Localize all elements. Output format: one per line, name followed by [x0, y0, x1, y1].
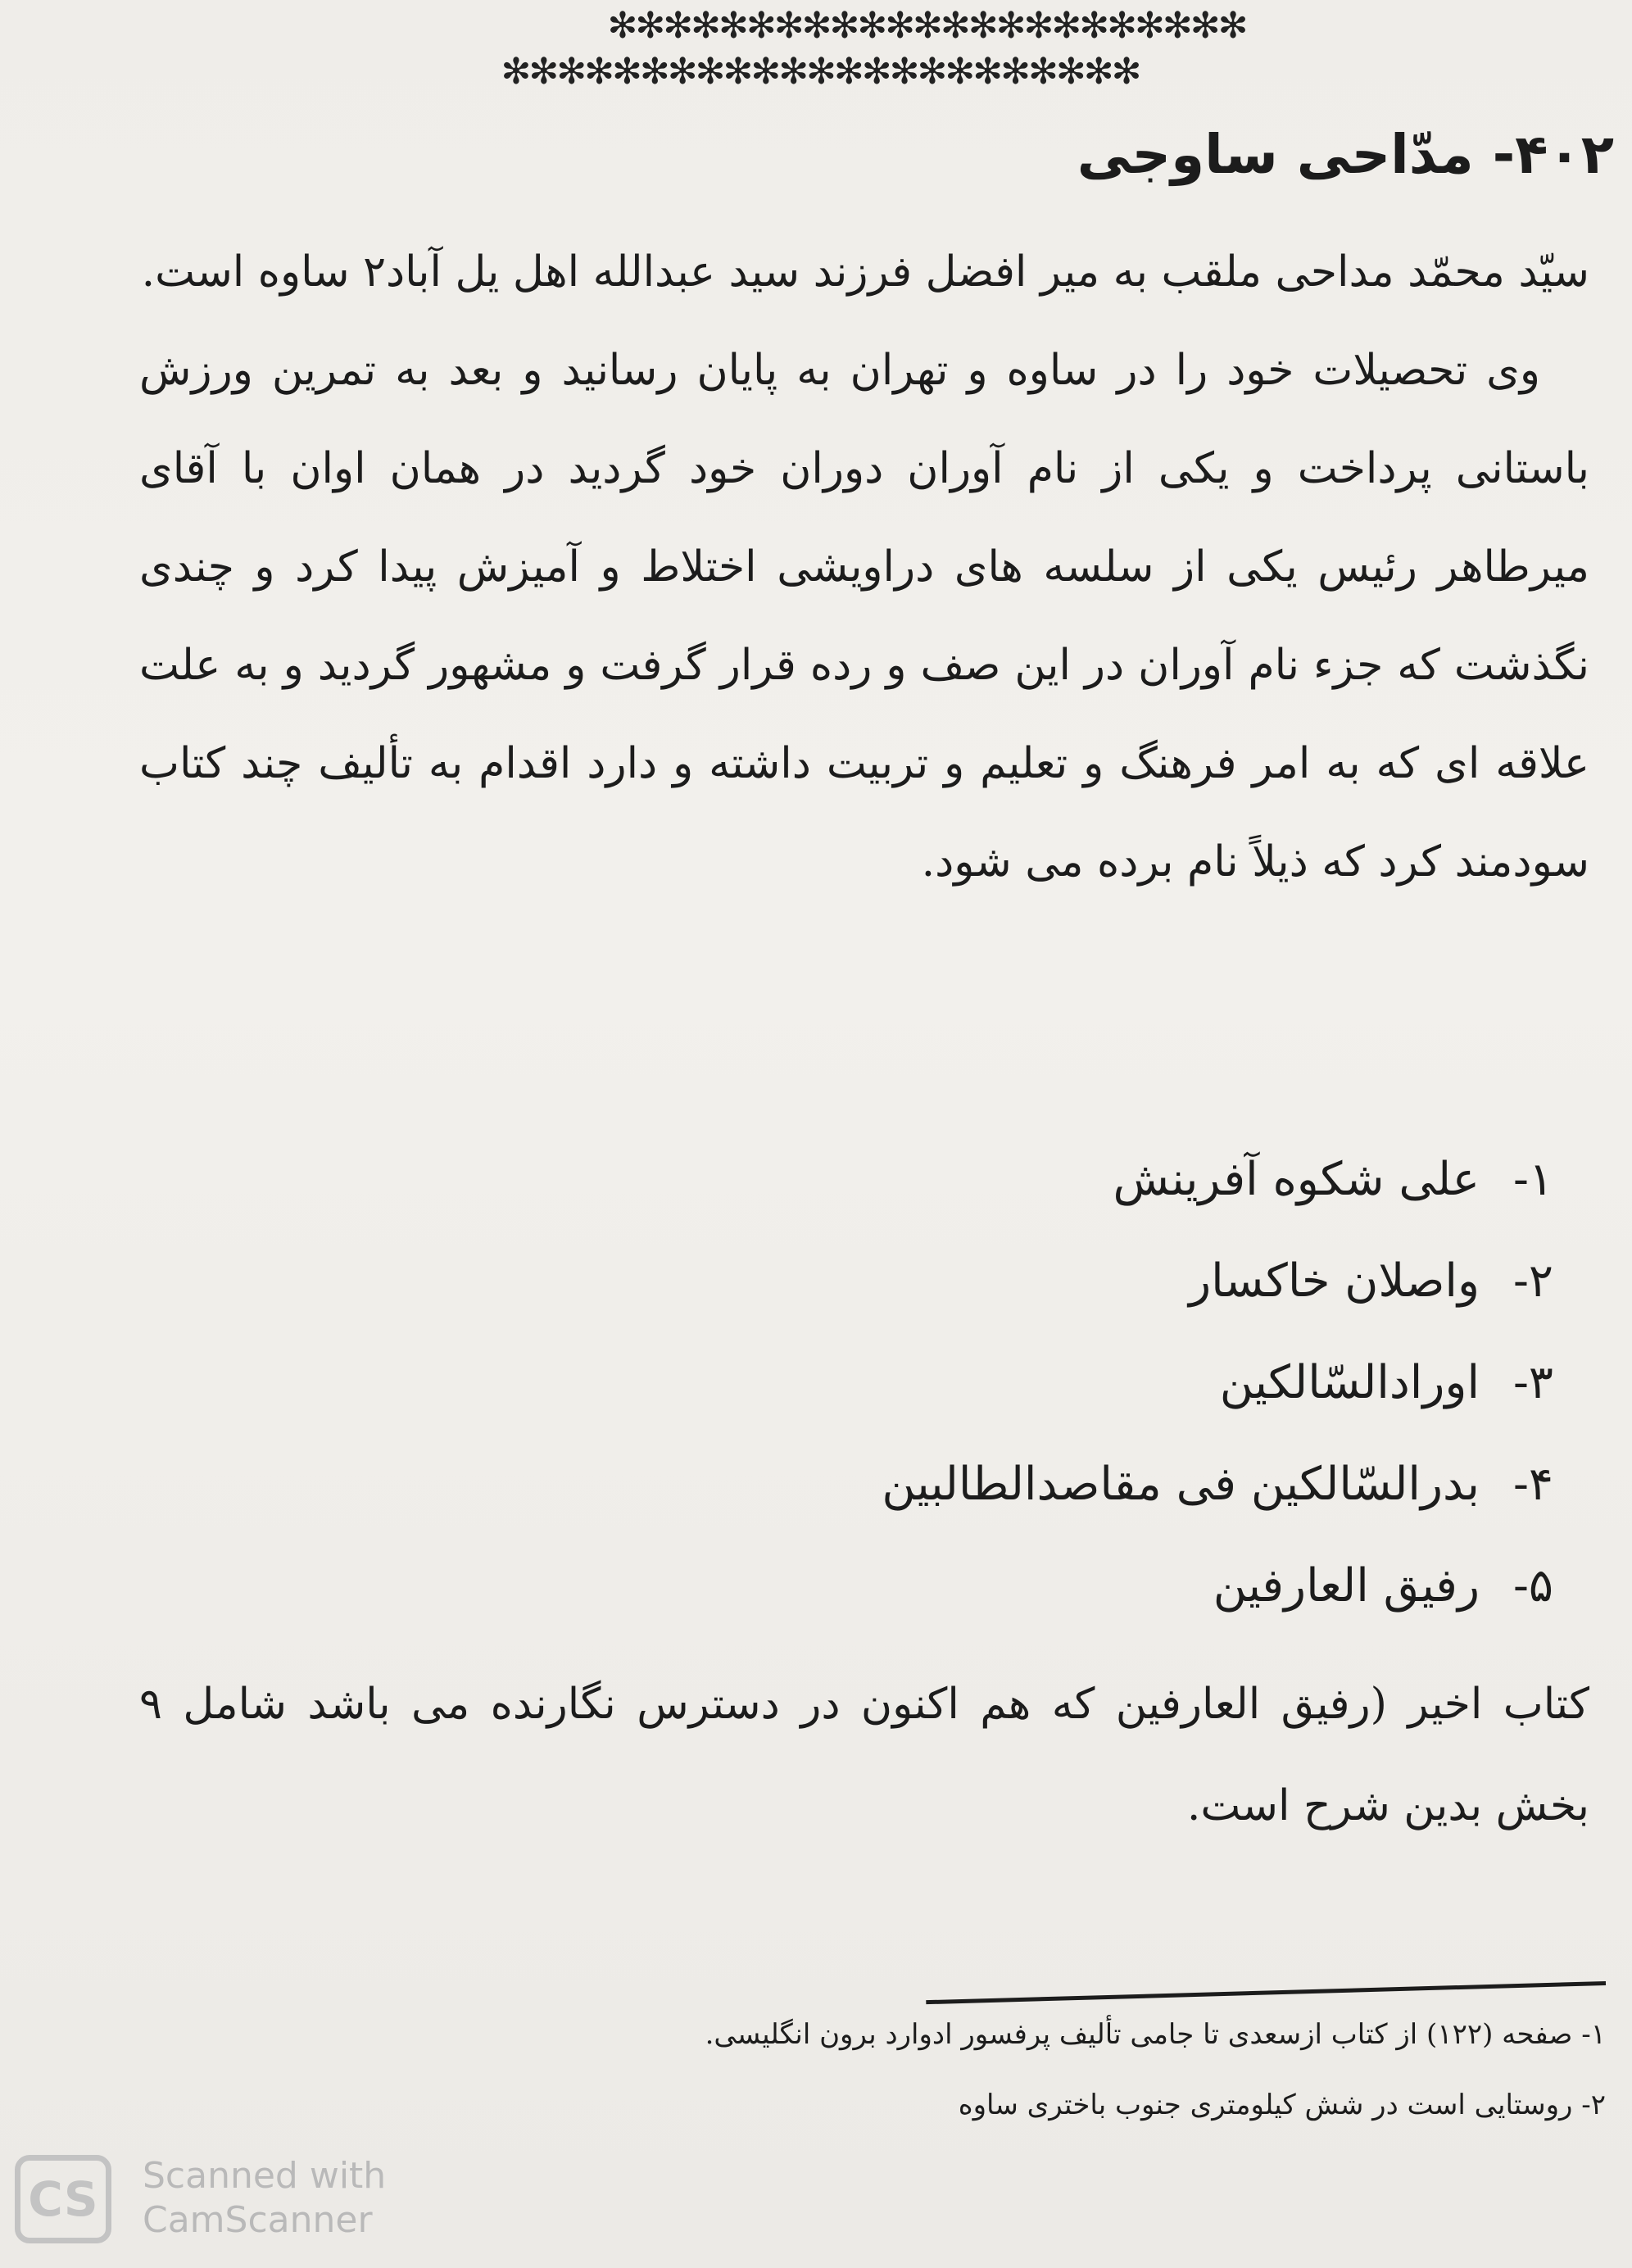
watermark-line-1: Scanned with	[143, 2155, 387, 2197]
list-item-number: ۱-	[1513, 1153, 1553, 1206]
footnote-1: ۱- صفحه (۱۲۲) از کتاب ازسعدی تا جامی تألیف پرفسور ادوارد برون انگلیسی.	[705, 2018, 1606, 2051]
list-item-title: واصلان خاکسار	[1189, 1254, 1480, 1308]
books-list	[0, 1129, 1632, 1637]
entry-heading: ۴۰۲- مدّاحی ساوجی	[1077, 123, 1614, 186]
closing-text: کتاب اخیر (رفیق العارفین که هم اکنون در دسترس نگارنده می باشد شامل ۹ بخش بدین شرح است.	[139, 1680, 1589, 1830]
list-item	[0, 1535, 1553, 1637]
paragraph-intro: سیّد محمّد مداحی ملقب به میر افضل فرزند سید عبدالله اهل یل آباد۲ ساوه است.	[141, 247, 1589, 297]
list-item-number: ۵-	[1513, 1559, 1553, 1613]
list-item	[0, 1434, 1553, 1535]
list-item	[0, 1332, 1553, 1434]
list-item-title: علی شکوه آفرینش	[1113, 1153, 1480, 1206]
watermark-line-2: CamScanner	[143, 2199, 373, 2241]
list-item	[0, 1231, 1553, 1332]
closing-paragraph	[139, 1653, 1589, 1857]
paragraph-biography: وی تحصیلات خود را در ساوه و تهران به پایان رسانید و بعد به تمرین ورزش باستانی پرداخت و یکی از نام آوران دوران خود گردید در همان اوان با آقای میرطاهر رئیس یکی از سلسه های دراویشی اختلاط و آمیزش پیدا کرد و چندی نگذشت که جزء نام آوران در این صف و رده قرار گرفت و مشهور گردید و به علت علاقه ای که به امر فرهنگ و تعلیم و تربیت داشته و دارد اقدام به تألیف چند کتاب سودمند کرد که ذیلاً نام برده می شود.	[139, 346, 1589, 887]
camscanner-logo-icon: CS	[15, 2155, 111, 2243]
footnote-2: ۲- روستایی است در شش کیلومتری جنوب باختری ساوه	[958, 2089, 1606, 2121]
ornament-row-top: ✻✻✻✻✻✻✻✻✻✻✻✻✻✻✻✻✻✻✻✻✻✻✻	[607, 5, 1246, 47]
list-item-title: اورادالسّالکین	[1219, 1356, 1480, 1409]
footnotes	[246, 1999, 1606, 2140]
list-item	[0, 1129, 1553, 1231]
list-item-number: ۴-	[1513, 1458, 1553, 1511]
list-item-number: ۲-	[1513, 1254, 1553, 1308]
list-item-title: رفیق العارفین	[1213, 1559, 1480, 1613]
camscanner-watermark	[15, 2155, 441, 2245]
entry-body	[139, 223, 1589, 911]
list-item-number: ۳-	[1513, 1356, 1553, 1409]
list-item-title: بدرالسّالکین فی مقاصدالطالبین	[882, 1458, 1480, 1511]
ornament-row-second: ✻✻✻✻✻✻✻✻✻✻✻✻✻✻✻✻✻✻✻✻✻✻✻	[501, 51, 1140, 93]
